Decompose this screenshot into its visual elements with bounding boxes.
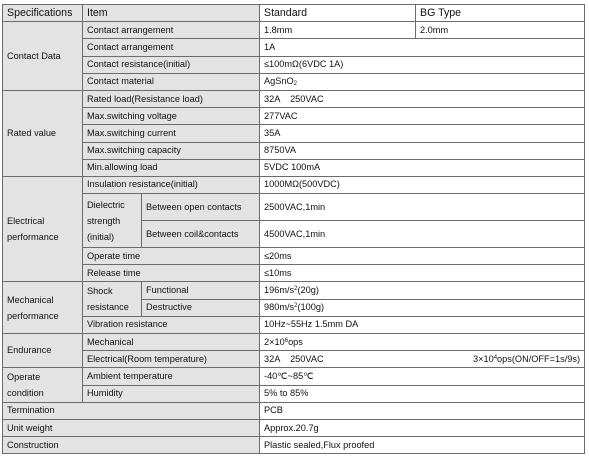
table-row <box>3 176 585 193</box>
shock-line2: resistance <box>87 302 129 313</box>
destructive-superscript: 2 <box>294 303 298 310</box>
table-row <box>3 108 585 125</box>
table-row <box>3 437 585 454</box>
item-operate-time: Operate time <box>83 248 260 265</box>
functional-superscript: 2 <box>294 286 298 293</box>
value-termination: PCB <box>260 402 585 419</box>
dielectric-line2: strength <box>87 215 121 226</box>
group-operate-line2: condition <box>7 388 44 399</box>
group-operate-condition <box>3 368 83 402</box>
group-contact-data: Contact Data <box>3 22 83 91</box>
table-row <box>3 316 585 333</box>
value-max-switching-current: 35A <box>260 125 585 142</box>
item-destructive: Destructive <box>142 299 260 316</box>
group-mechanical-performance <box>3 282 83 334</box>
item-ambient-temperature: Ambient temperature <box>83 368 260 385</box>
destructive-suffix: (100g) <box>297 302 325 313</box>
endurance-elec-note <box>473 354 584 365</box>
table-row <box>3 334 585 351</box>
header-specifications: Specifications <box>3 5 83 22</box>
value-max-switching-voltage: 277VAC <box>260 108 585 125</box>
item-rated-load: Rated load(Resistance load) <box>83 90 260 107</box>
group-termination: Termination <box>3 402 260 419</box>
item-contact-resistance: Contact resistance(initial) <box>83 56 260 73</box>
item-insulation-resistance: Insulation resistance(initial) <box>83 176 260 193</box>
table-row <box>3 73 585 90</box>
table-row <box>3 56 585 73</box>
header-bg-type: BG Type <box>416 5 585 22</box>
item-release-time: Release time <box>83 265 260 282</box>
item-endurance-electrical: Electrical(Room temperature) <box>83 351 260 368</box>
item-contact-arrangement-2: Contact arrangement <box>83 39 260 56</box>
shock-line1: Shock <box>87 286 113 297</box>
value-ambient-temperature: -40℃~85℃ <box>260 368 585 385</box>
group-construction: Construction <box>3 437 260 454</box>
table-row <box>3 419 585 436</box>
value-endurance-mechanical <box>260 334 585 351</box>
header-standard: Standard <box>260 5 416 22</box>
endurance-note-text: 3×10 <box>473 353 494 364</box>
destructive-text: 980m/s <box>264 302 295 313</box>
table-row <box>3 22 585 39</box>
group-electrical-line2: performance <box>7 232 59 243</box>
group-mechanical-line1: Mechanical <box>7 294 54 305</box>
value-contact-arrangement-2: 1A <box>260 39 585 56</box>
table-row <box>3 282 585 299</box>
functional-text: 196m/s <box>264 285 295 296</box>
header-item: Item <box>83 5 260 22</box>
item-vibration-resistance: Vibration resistance <box>83 316 260 333</box>
item-min-allowing-load: Min.allowing load <box>83 159 260 176</box>
endurance-mech-superscript: 6 <box>284 337 289 344</box>
item-contact-material: Contact material <box>83 73 260 90</box>
table-row <box>3 194 585 221</box>
item-max-switching-capacity: Max.switching capacity <box>83 142 260 159</box>
table-row <box>3 265 585 282</box>
table-row <box>3 125 585 142</box>
value-max-switching-capacity: 8750VA <box>260 142 585 159</box>
item-contact-arrangement: Contact arrangement <box>83 22 260 39</box>
table-header-row <box>3 5 585 22</box>
item-between-open-contacts: Between open contacts <box>142 194 260 221</box>
item-max-switching-voltage: Max.switching voltage <box>83 108 260 125</box>
endurance-mech-text: 2×10 <box>264 336 285 347</box>
value-contact-arrangement-standard: 1.8mm <box>260 22 416 39</box>
value-contact-arrangement-bg: 2.0mm <box>416 22 585 39</box>
group-operate-line1: Operate <box>7 372 41 383</box>
endurance-elec-text: 32A 250VAC <box>264 353 324 364</box>
table-row <box>3 39 585 56</box>
value-contact-material <box>260 73 585 90</box>
value-insulation-resistance: 1000MΩ(500VDC) <box>260 176 585 193</box>
functional-suffix: (20g) <box>297 285 319 296</box>
value-rated-load: 32A 250VAC <box>260 90 585 107</box>
dielectric-line1: Dielectric <box>87 199 125 210</box>
group-endurance: Endurance <box>3 334 83 368</box>
endurance-mech-suffix: ops <box>288 336 303 347</box>
endurance-note-superscript: 4 <box>493 354 498 361</box>
endurance-note-suffix: ops(ON/OFF=1s/9s) <box>497 353 581 364</box>
value-humidity: 5% to 85% <box>260 385 585 402</box>
value-endurance-electrical <box>260 351 585 368</box>
table-row <box>3 351 585 368</box>
value-min-allowing-load: 5VDC 100mA <box>260 159 585 176</box>
table-row <box>3 368 585 385</box>
dielectric-line3: (initial) <box>87 231 115 242</box>
group-rated-value: Rated value <box>3 90 83 176</box>
value-construction: Plastic sealed,Flux proofed <box>260 437 585 454</box>
table-row <box>3 248 585 265</box>
value-between-coil-contacts: 4500VAC,1min <box>260 221 585 248</box>
item-shock-resistance <box>83 282 142 316</box>
group-unit-weight: Unit weight <box>3 419 260 436</box>
table-row <box>3 402 585 419</box>
material-subscript: 2 <box>293 81 297 88</box>
group-electrical-line1: Electrical <box>7 216 45 227</box>
table-row <box>3 90 585 107</box>
value-contact-resistance: ≤100mΩ(6VDC 1A) <box>260 56 585 73</box>
table-row <box>3 159 585 176</box>
specifications-table-container <box>2 4 584 455</box>
material-text: AgSnO <box>264 76 294 87</box>
group-mechanical-line2: performance <box>7 310 59 321</box>
item-between-coil-contacts: Between coil&contacts <box>142 221 260 248</box>
item-max-switching-current: Max.switching current <box>83 125 260 142</box>
value-vibration-resistance: 10Hz~55Hz 1.5mm DA <box>260 316 585 333</box>
value-between-open-contacts: 2500VAC,1min <box>260 194 585 221</box>
item-functional: Functional <box>142 282 260 299</box>
value-destructive <box>260 299 585 316</box>
specifications-table <box>2 4 585 454</box>
table-row <box>3 385 585 402</box>
item-dielectric-strength <box>83 194 142 248</box>
table-row <box>3 142 585 159</box>
group-electrical-performance <box>3 176 83 282</box>
value-unit-weight: Approx.20.7g <box>260 419 585 436</box>
value-operate-time: ≤20ms <box>260 248 585 265</box>
item-humidity: Humidity <box>83 385 260 402</box>
value-functional <box>260 282 585 299</box>
item-endurance-mechanical: Mechanical <box>83 334 260 351</box>
value-release-time: ≤10ms <box>260 265 585 282</box>
